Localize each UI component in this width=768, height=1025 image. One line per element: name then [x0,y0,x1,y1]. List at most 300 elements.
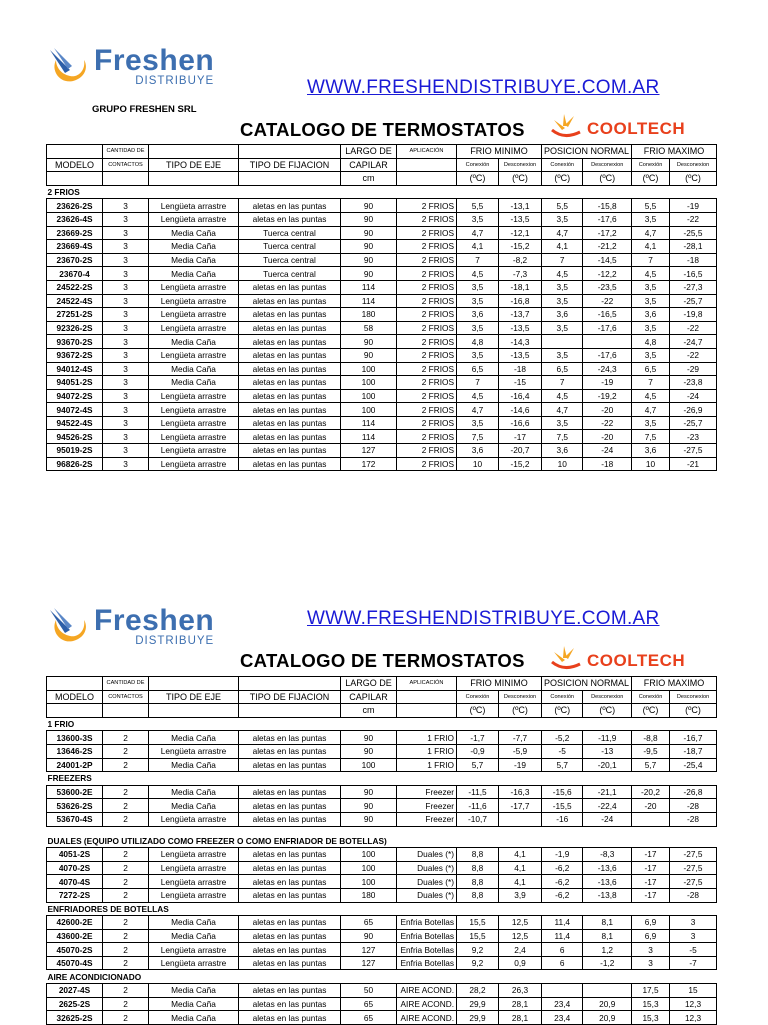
model-cell: 4070-2S [47,861,103,875]
shaft-type-cell: Media Caña [149,758,239,772]
max-off-cell: -28 [670,799,717,813]
min-off-cell: -16,6 [499,416,542,430]
max-on-cell: -20,2 [632,785,670,799]
header-desconexion: Desconexion [583,690,632,704]
header-conexion: Conexión [457,690,499,704]
normal-on-cell: 3,6 [542,308,583,322]
application-cell: 2 FRIOS [397,335,457,349]
header-conexion: Conexión [632,690,670,704]
capillary-cell: 114 [341,416,397,430]
contacts-cell: 3 [103,457,149,471]
shaft-type-cell: Media Caña [149,335,239,349]
table-cell [47,704,103,718]
model-cell: 2027-4S [47,984,103,998]
min-off-cell: -7,7 [499,731,542,745]
min-off-cell: -19 [499,758,542,772]
max-off-cell: -23 [670,430,717,444]
table-cell [149,172,239,186]
min-on-cell: -10,7 [457,812,499,826]
mount-type-cell: aletas en las puntas [239,956,341,970]
min-on-cell: 6,5 [457,362,499,376]
normal-off-cell: -12,2 [583,267,632,281]
min-off-cell: 28,1 [499,997,542,1011]
header-desconexion: Desconexion [583,158,632,172]
mount-type-cell: aletas en las puntas [239,376,341,390]
normal-on-cell: 7 [542,376,583,390]
contacts-cell: 2 [103,785,149,799]
normal-off-cell: -13,6 [583,875,632,889]
max-on-cell: 6,5 [632,362,670,376]
header-tipo-fijacion: TIPO DE FIJACION [239,158,341,172]
header-unit-celsius: (ºC) [457,704,499,718]
max-on-cell: 3,5 [632,212,670,226]
min-off-cell: -15 [499,376,542,390]
application-cell: 2 FRIOS [397,280,457,294]
table-cell [47,826,717,835]
max-on-cell: 3,5 [632,280,670,294]
contacts-cell: 3 [103,267,149,281]
website-link[interactable]: WWW.FRESHENDISTRIBUYE.COM.AR [307,77,660,98]
normal-on-cell: 4,7 [542,403,583,417]
capillary-cell: 90 [341,335,397,349]
min-on-cell: 4,7 [457,226,499,240]
capillary-cell: 100 [341,362,397,376]
normal-off-cell: -17,2 [583,226,632,240]
model-cell: 45070-4S [47,956,103,970]
contacts-cell: 3 [103,226,149,240]
application-cell: 2 FRIOS [397,362,457,376]
header-unit-cm: cm [341,172,397,186]
mount-type-cell: Tuerca central [239,253,341,267]
model-cell: 95019-2S [47,444,103,458]
section-title-row [47,970,717,984]
max-off-cell: -18,7 [670,744,717,758]
capillary-cell: 90 [341,731,397,745]
model-cell: 23669-4S [47,240,103,254]
header-unit-celsius: (ºC) [632,704,670,718]
mount-type-cell: aletas en las puntas [239,212,341,226]
min-on-cell: 4,1 [457,240,499,254]
table-cell [397,690,457,704]
max-on-cell: 3,5 [632,321,670,335]
mount-type-cell: aletas en las puntas [239,335,341,349]
max-on-cell: 10 [632,457,670,471]
contacts-cell: 3 [103,444,149,458]
header-unit-celsius: (ºC) [457,172,499,186]
max-on-cell: 4,7 [632,226,670,240]
thermostat-table-1 [46,144,717,471]
normal-off-cell: -17,6 [583,212,632,226]
header-row-2 [47,158,717,172]
cooltech-wordmark: COOLTECH [587,650,686,670]
contacts-cell: 3 [103,376,149,390]
table-row [47,943,717,957]
max-off-cell: -28 [670,812,717,826]
cooltech-logo [550,112,685,145]
header-unit-celsius: (ºC) [542,704,583,718]
max-on-cell: 6,9 [632,916,670,930]
min-off-cell: 3,9 [499,888,542,902]
model-cell: 23670-2S [47,253,103,267]
shaft-type-cell: Lengüeta arrastre [149,348,239,362]
normal-on-cell [542,335,583,349]
capillary-cell: 90 [341,799,397,813]
normal-on-cell: 3,5 [542,348,583,362]
model-cell: 45070-2S [47,943,103,957]
normal-on-cell: -16 [542,812,583,826]
application-cell: 2 FRIOS [397,212,457,226]
max-off-cell: -25,7 [670,416,717,430]
table-row [47,416,717,430]
min-off-cell: -16,3 [499,785,542,799]
capillary-cell: 100 [341,758,397,772]
header-conexion: Conexión [542,690,583,704]
model-cell: 94522-4S [47,416,103,430]
model-cell: 27251-2S [47,308,103,322]
table-cell [103,172,149,186]
mount-type-cell: aletas en las puntas [239,799,341,813]
table-row [47,348,717,362]
mount-type-cell: aletas en las puntas [239,321,341,335]
website-link[interactable]: WWW.FRESHENDISTRIBUYE.COM.AR [307,608,660,629]
max-off-cell: -22 [670,348,717,362]
min-off-cell: -17,7 [499,799,542,813]
min-off-cell: -12,1 [499,226,542,240]
header-unit-celsius: (ºC) [583,704,632,718]
normal-off-cell: -23,5 [583,280,632,294]
table-cell [239,172,341,186]
model-cell: 23670-4 [47,267,103,281]
capillary-cell: 114 [341,280,397,294]
shaft-type-cell: Lengüeta arrastre [149,199,239,213]
capillary-cell: 50 [341,984,397,998]
min-on-cell: 10 [457,457,499,471]
table-cell [149,145,239,159]
application-cell: 1 FRIO [397,758,457,772]
contacts-cell: 2 [103,812,149,826]
model-cell: 24522-2S [47,280,103,294]
shaft-type-cell: Lengüeta arrastre [149,875,239,889]
max-off-cell: -28 [670,888,717,902]
max-on-cell: 4,8 [632,335,670,349]
application-cell: 2 FRIOS [397,226,457,240]
model-cell: 7272-2S [47,888,103,902]
max-on-cell: 3 [632,956,670,970]
max-on-cell: 3,5 [632,294,670,308]
table-row [47,812,717,826]
mount-type-cell: aletas en las puntas [239,280,341,294]
normal-off-cell: -13,8 [583,888,632,902]
normal-on-cell: 3,5 [542,280,583,294]
application-cell: Enfria Botellas [397,956,457,970]
min-on-cell: 15,5 [457,916,499,930]
application-cell: AIRE ACOND. [397,984,457,998]
normal-off-cell: -1,2 [583,956,632,970]
application-cell: 1 FRIO [397,731,457,745]
mount-type-cell: aletas en las puntas [239,403,341,417]
mount-type-cell: aletas en las puntas [239,1011,341,1025]
max-on-cell: 15,3 [632,1011,670,1025]
min-on-cell: 3,5 [457,416,499,430]
normal-off-cell: -17,6 [583,348,632,362]
shaft-type-cell: Media Caña [149,799,239,813]
header-desconexion: Desconexion [499,158,542,172]
application-cell: Duales (*) [397,888,457,902]
shaft-type-cell: Media Caña [149,240,239,254]
application-cell: 2 FRIOS [397,430,457,444]
normal-off-cell: 8,1 [583,929,632,943]
contacts-cell: 2 [103,956,149,970]
application-cell: 2 FRIOS [397,389,457,403]
header-posicion-normal: POSICION NORMAL [542,145,632,159]
min-off-cell: -18,1 [499,280,542,294]
max-off-cell: -24 [670,389,717,403]
normal-off-cell: -13 [583,744,632,758]
min-on-cell: 8,8 [457,875,499,889]
max-off-cell: -25,4 [670,758,717,772]
min-off-cell: -14,3 [499,335,542,349]
shaft-type-cell: Lengüeta arrastre [149,861,239,875]
max-on-cell: 7 [632,253,670,267]
shaft-type-cell: Lengüeta arrastre [149,848,239,862]
max-off-cell: -21 [670,457,717,471]
max-off-cell: -26,8 [670,785,717,799]
table-row [47,376,717,390]
mount-type-cell: Tuerca central [239,226,341,240]
shaft-type-cell: Lengüeta arrastre [149,294,239,308]
contacts-cell: 3 [103,403,149,417]
min-on-cell: -11,5 [457,785,499,799]
application-cell: AIRE ACOND. [397,1011,457,1025]
min-on-cell: 15,5 [457,929,499,943]
max-off-cell: -27,5 [670,444,717,458]
min-on-cell: 7 [457,253,499,267]
min-on-cell: 5,7 [457,758,499,772]
min-on-cell: 3,5 [457,280,499,294]
shaft-type-cell: Lengüeta arrastre [149,321,239,335]
normal-on-cell [542,984,583,998]
contacts-cell: 3 [103,335,149,349]
model-cell: 94051-2S [47,376,103,390]
application-cell: 2 FRIOS [397,444,457,458]
application-cell: 2 FRIOS [397,253,457,267]
min-off-cell: -16,8 [499,294,542,308]
capillary-cell: 65 [341,997,397,1011]
application-cell: 2 FRIOS [397,457,457,471]
min-off-cell [499,812,542,826]
contacts-cell: 3 [103,389,149,403]
max-off-cell: -27,5 [670,875,717,889]
model-cell: 93672-2S [47,348,103,362]
min-on-cell: 29,9 [457,1011,499,1025]
header-frio-minimo: FRIO MINIMO [457,677,542,691]
contacts-cell: 3 [103,362,149,376]
header-modelo: MODELO [47,158,103,172]
normal-on-cell: 3,5 [542,212,583,226]
normal-on-cell: 11,4 [542,916,583,930]
table-row [47,335,717,349]
table-cell [397,704,457,718]
application-cell: Freezer [397,799,457,813]
table-row [47,916,717,930]
table-row [47,240,717,254]
min-on-cell: 8,8 [457,848,499,862]
max-off-cell: -27,5 [670,861,717,875]
normal-off-cell: -13,6 [583,861,632,875]
normal-on-cell: -5 [542,744,583,758]
min-off-cell: -7,3 [499,267,542,281]
header-row-2 [47,690,717,704]
min-off-cell: 0,9 [499,956,542,970]
cooltech-rays-icon [550,112,584,145]
shaft-type-cell: Lengüeta arrastre [149,444,239,458]
section-title-row [47,835,717,848]
model-cell: 53600-2E [47,785,103,799]
normal-off-cell: -17,6 [583,321,632,335]
table-row [47,875,717,889]
application-cell: 2 FRIOS [397,199,457,213]
shaft-type-cell: Lengüeta arrastre [149,430,239,444]
max-on-cell: 4,7 [632,403,670,417]
normal-off-cell: -22 [583,294,632,308]
shaft-type-cell: Media Caña [149,929,239,943]
capillary-cell: 172 [341,457,397,471]
min-on-cell: 5,5 [457,199,499,213]
table-row [47,389,717,403]
section-title: FREEZERS [47,773,92,784]
table-cell [397,158,457,172]
contacts-cell: 2 [103,929,149,943]
max-on-cell: 7,5 [632,430,670,444]
normal-off-cell: -19,2 [583,389,632,403]
brand-name: Freshen [94,604,215,637]
table-row [47,744,717,758]
normal-on-cell: 23,4 [542,997,583,1011]
normal-off-cell: -20,1 [583,758,632,772]
contacts-cell: 2 [103,888,149,902]
capillary-cell: 90 [341,240,397,254]
model-cell: 94072-4S [47,403,103,417]
min-on-cell: 3,6 [457,444,499,458]
normal-on-cell: 3,6 [542,444,583,458]
max-on-cell: -17 [632,848,670,862]
table-row [47,799,717,813]
min-on-cell: 4,5 [457,267,499,281]
shaft-type-cell: Lengüeta arrastre [149,212,239,226]
capillary-cell: 127 [341,943,397,957]
header-frio-maximo: FRIO MAXIMO [632,145,717,159]
min-off-cell: -18 [499,362,542,376]
max-off-cell: -22 [670,212,717,226]
min-off-cell: -13,5 [499,348,542,362]
mount-type-cell: aletas en las puntas [239,848,341,862]
min-on-cell: 9,2 [457,943,499,957]
header-row-3 [47,172,717,186]
application-cell: 2 FRIOS [397,294,457,308]
section-title-row [47,772,717,786]
table-cell [149,704,239,718]
normal-on-cell: 4,5 [542,267,583,281]
min-off-cell: -15,2 [499,457,542,471]
capillary-cell: 90 [341,212,397,226]
header-tipo-eje: TIPO DE EJE [149,158,239,172]
table-cell [239,145,341,159]
mount-type-cell: aletas en las puntas [239,430,341,444]
min-on-cell: 8,8 [457,888,499,902]
normal-off-cell: -8,3 [583,848,632,862]
shaft-type-cell: Media Caña [149,362,239,376]
normal-off-cell: -16,5 [583,308,632,322]
normal-off-cell: 1,2 [583,943,632,957]
max-on-cell [632,812,670,826]
application-cell: 2 FRIOS [397,267,457,281]
catalog-title: CATALOGO DE TERMOSTATOS [240,119,525,140]
shaft-type-cell: Lengüeta arrastre [149,812,239,826]
section-title: DUALES (EQUIPO UTILIZADO COMO FREEZER O COMO ENFRIADOR DE BOTELLAS) [47,835,387,846]
application-cell: Enfria Botellas [397,916,457,930]
model-cell: 2625-2S [47,997,103,1011]
table-row [47,199,717,213]
table-row [47,308,717,322]
table-row [47,267,717,281]
model-cell: 43600-2E [47,929,103,943]
capillary-cell: 90 [341,812,397,826]
mount-type-cell: Tuerca central [239,240,341,254]
contacts-cell: 3 [103,321,149,335]
max-off-cell: -7 [670,956,717,970]
shaft-type-cell: Media Caña [149,1011,239,1025]
table-cell [47,145,103,159]
normal-off-cell: -20 [583,430,632,444]
header-capilar: CAPILAR [341,690,397,704]
normal-off-cell: -24 [583,812,632,826]
max-on-cell: -20 [632,799,670,813]
table-row [47,362,717,376]
header-unit-celsius: (ºC) [499,704,542,718]
normal-on-cell: 4,1 [542,240,583,254]
shaft-type-cell: Media Caña [149,226,239,240]
min-on-cell: 29,9 [457,997,499,1011]
model-cell: 4070-4S [47,875,103,889]
application-cell: 2 FRIOS [397,240,457,254]
mount-type-cell: aletas en las puntas [239,199,341,213]
capillary-cell: 90 [341,199,397,213]
mount-type-cell: aletas en las puntas [239,444,341,458]
min-off-cell: 2,4 [499,943,542,957]
mount-type-cell: aletas en las puntas [239,744,341,758]
min-on-cell: 4,5 [457,389,499,403]
min-off-cell: 4,1 [499,875,542,889]
max-off-cell: -27,3 [670,280,717,294]
catalog-page-2 [0,560,768,1024]
mount-type-cell: aletas en las puntas [239,888,341,902]
mount-type-cell: aletas en las puntas [239,457,341,471]
min-off-cell: -8,2 [499,253,542,267]
shaft-type-cell: Lengüeta arrastre [149,457,239,471]
catalog-title: CATALOGO DE TERMOSTATOS [240,650,525,671]
shaft-type-cell: Lengüeta arrastre [149,416,239,430]
contacts-cell: 3 [103,240,149,254]
capillary-cell: 65 [341,916,397,930]
contacts-cell: 3 [103,212,149,226]
min-off-cell: -16,4 [499,389,542,403]
table-row [47,321,717,335]
normal-on-cell: 7 [542,253,583,267]
header-frio-minimo: FRIO MINIMO [457,145,542,159]
table-row [47,848,717,862]
contacts-cell: 3 [103,416,149,430]
normal-on-cell: 6,5 [542,362,583,376]
